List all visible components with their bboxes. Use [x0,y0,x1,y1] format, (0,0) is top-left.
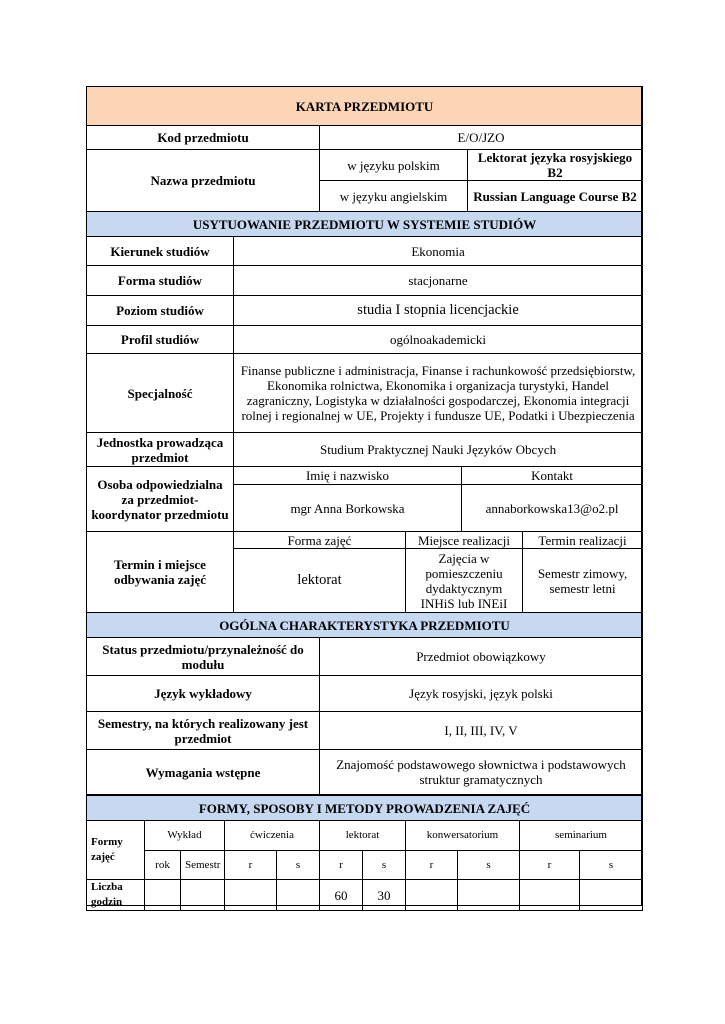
name-en-label: w języku angielskim [320,181,468,212]
person-label: Osoba odpowiedzialna za przedmiot- koordynator przedmiotu [87,467,234,532]
hours-cell [406,880,458,911]
person-name: mgr Anna Borkowska [234,485,462,532]
code-value: E/O/JZO [320,126,643,150]
field-label: Kierunek studiów [87,237,234,266]
term-col-header: Termin realizacji [523,532,643,549]
sub-cell: s [277,851,320,880]
placement-header: USYTUOWANIE PRZEDMIOTU W SYSTEMIE STUDIÓW [87,212,643,237]
profile-label: Profil studiów [87,326,234,354]
level-value: studia I stopnia licencjackie [234,296,643,326]
hours-cell: 60 [320,880,363,911]
form-col-value: lektorat [234,549,406,613]
sub-cell: r [225,851,277,880]
hours-cell [520,880,580,911]
status-value: Przedmiot obowiązkowy [320,638,643,676]
field-value: Ekonomia [234,237,643,266]
card-title-table [86,86,643,126]
hours-cell [458,880,520,911]
name-en-value: Russian Language Course B2 [468,181,643,212]
status-label: Status przedmiotu/przynależność do modułu [87,638,320,676]
person-contact: annaborkowska13@o2.pl [462,485,643,532]
hours-cell [181,880,225,911]
form-value: stacjonarne [234,266,643,296]
name-label: Nazwa przedmiotu [87,150,320,212]
course-table [86,125,643,212]
card-title: KARTA PRZEDMIOTU [87,87,643,126]
forms-table [86,795,643,911]
profile-value: ogólnoakademicki [234,326,643,354]
hours-cell: 30 [363,880,406,911]
sem-value: I, II, III, IV, V [320,712,643,750]
sub-cell: s [363,851,406,880]
sub-cell: r [320,851,363,880]
person-name-header: Imię i nazwisko [234,467,462,485]
hours-cell [225,880,277,911]
person-contact-header: Kontakt [462,467,643,485]
hours-cell [580,880,643,911]
spec-value: Finanse publiczne i administracja, Finanse i rachunkowość przedsiębiorstw, Ekonomika rolnictwa, Ekonomika i organizacja turystyki, Handel zagraniczny, Logistyka w działalności gospodarczej, Ekonomia integracji rolnej i regionalnej w UE, Projekty i fundusze UE, Podatki i Ubezpieczenia [234,354,643,433]
form-label: Forma studiów [87,266,234,296]
type-cwiczenia: ćwiczenia [225,821,320,851]
place-col-header: Miejsce realizacji [406,532,523,549]
general-table [86,612,643,795]
level-label: Poziom studiów [87,296,234,326]
unit-value: Studium Praktycznej Nauki Języków Obcych [234,433,643,467]
type-wyklad: Wykład [145,821,225,851]
hours-label: Liczba godzin [87,880,145,911]
sub-cell: s [458,851,520,880]
name-pl-label: w języku polskim [320,150,468,181]
req-label: Wymagania wstępne [87,750,320,795]
lang-label: Język wykładowy [87,676,320,712]
sub-cell: Semestr [181,851,225,880]
lang-value: Język rosyjski, język polski [320,676,643,712]
sub-cell: rok [145,851,181,880]
sub-cell: r [520,851,580,880]
spec-label: Specjalność [87,354,234,433]
placement-table [86,211,643,613]
place-col-value: Zajęcia w pomieszczeniu dydaktycznym INHiS lub INEiI [406,549,523,613]
schedule-label: Termin i miejsce odbywania zajęć [87,532,234,613]
req-value: Znajomość podstawowego słownictwa i podstawowych struktur gramatycznych [320,750,643,795]
hours-cell [145,880,181,911]
sem-label: Semestry, na których realizowany jest przedmiot [87,712,320,750]
type-lektorat: lektorat [320,821,406,851]
hours-cell [277,880,320,911]
unit-label: Jednostka prowadząca przedmiot [87,433,234,467]
general-header: OGÓLNA CHARAKTERYSTYKA PRZEDMIOTU [87,613,643,638]
type-seminarium: seminarium [520,821,643,851]
forms-row-label: Formy zajęć [87,821,145,880]
sub-cell: s [580,851,643,880]
term-col-value: Semestr zimowy, semestr letni [523,549,643,613]
code-label: Kod przedmiotu [87,126,320,150]
sub-cell: r [406,851,458,880]
form-col-header: Forma zajęć [234,532,406,549]
name-pl-value: Lektorat języka rosyjskiego B2 [468,150,643,181]
type-konwersatorium: konwersatorium [406,821,520,851]
forms-header: FORMY, SPOSOBY I METODY PROWADZENIA ZAJĘĆ [87,796,643,821]
